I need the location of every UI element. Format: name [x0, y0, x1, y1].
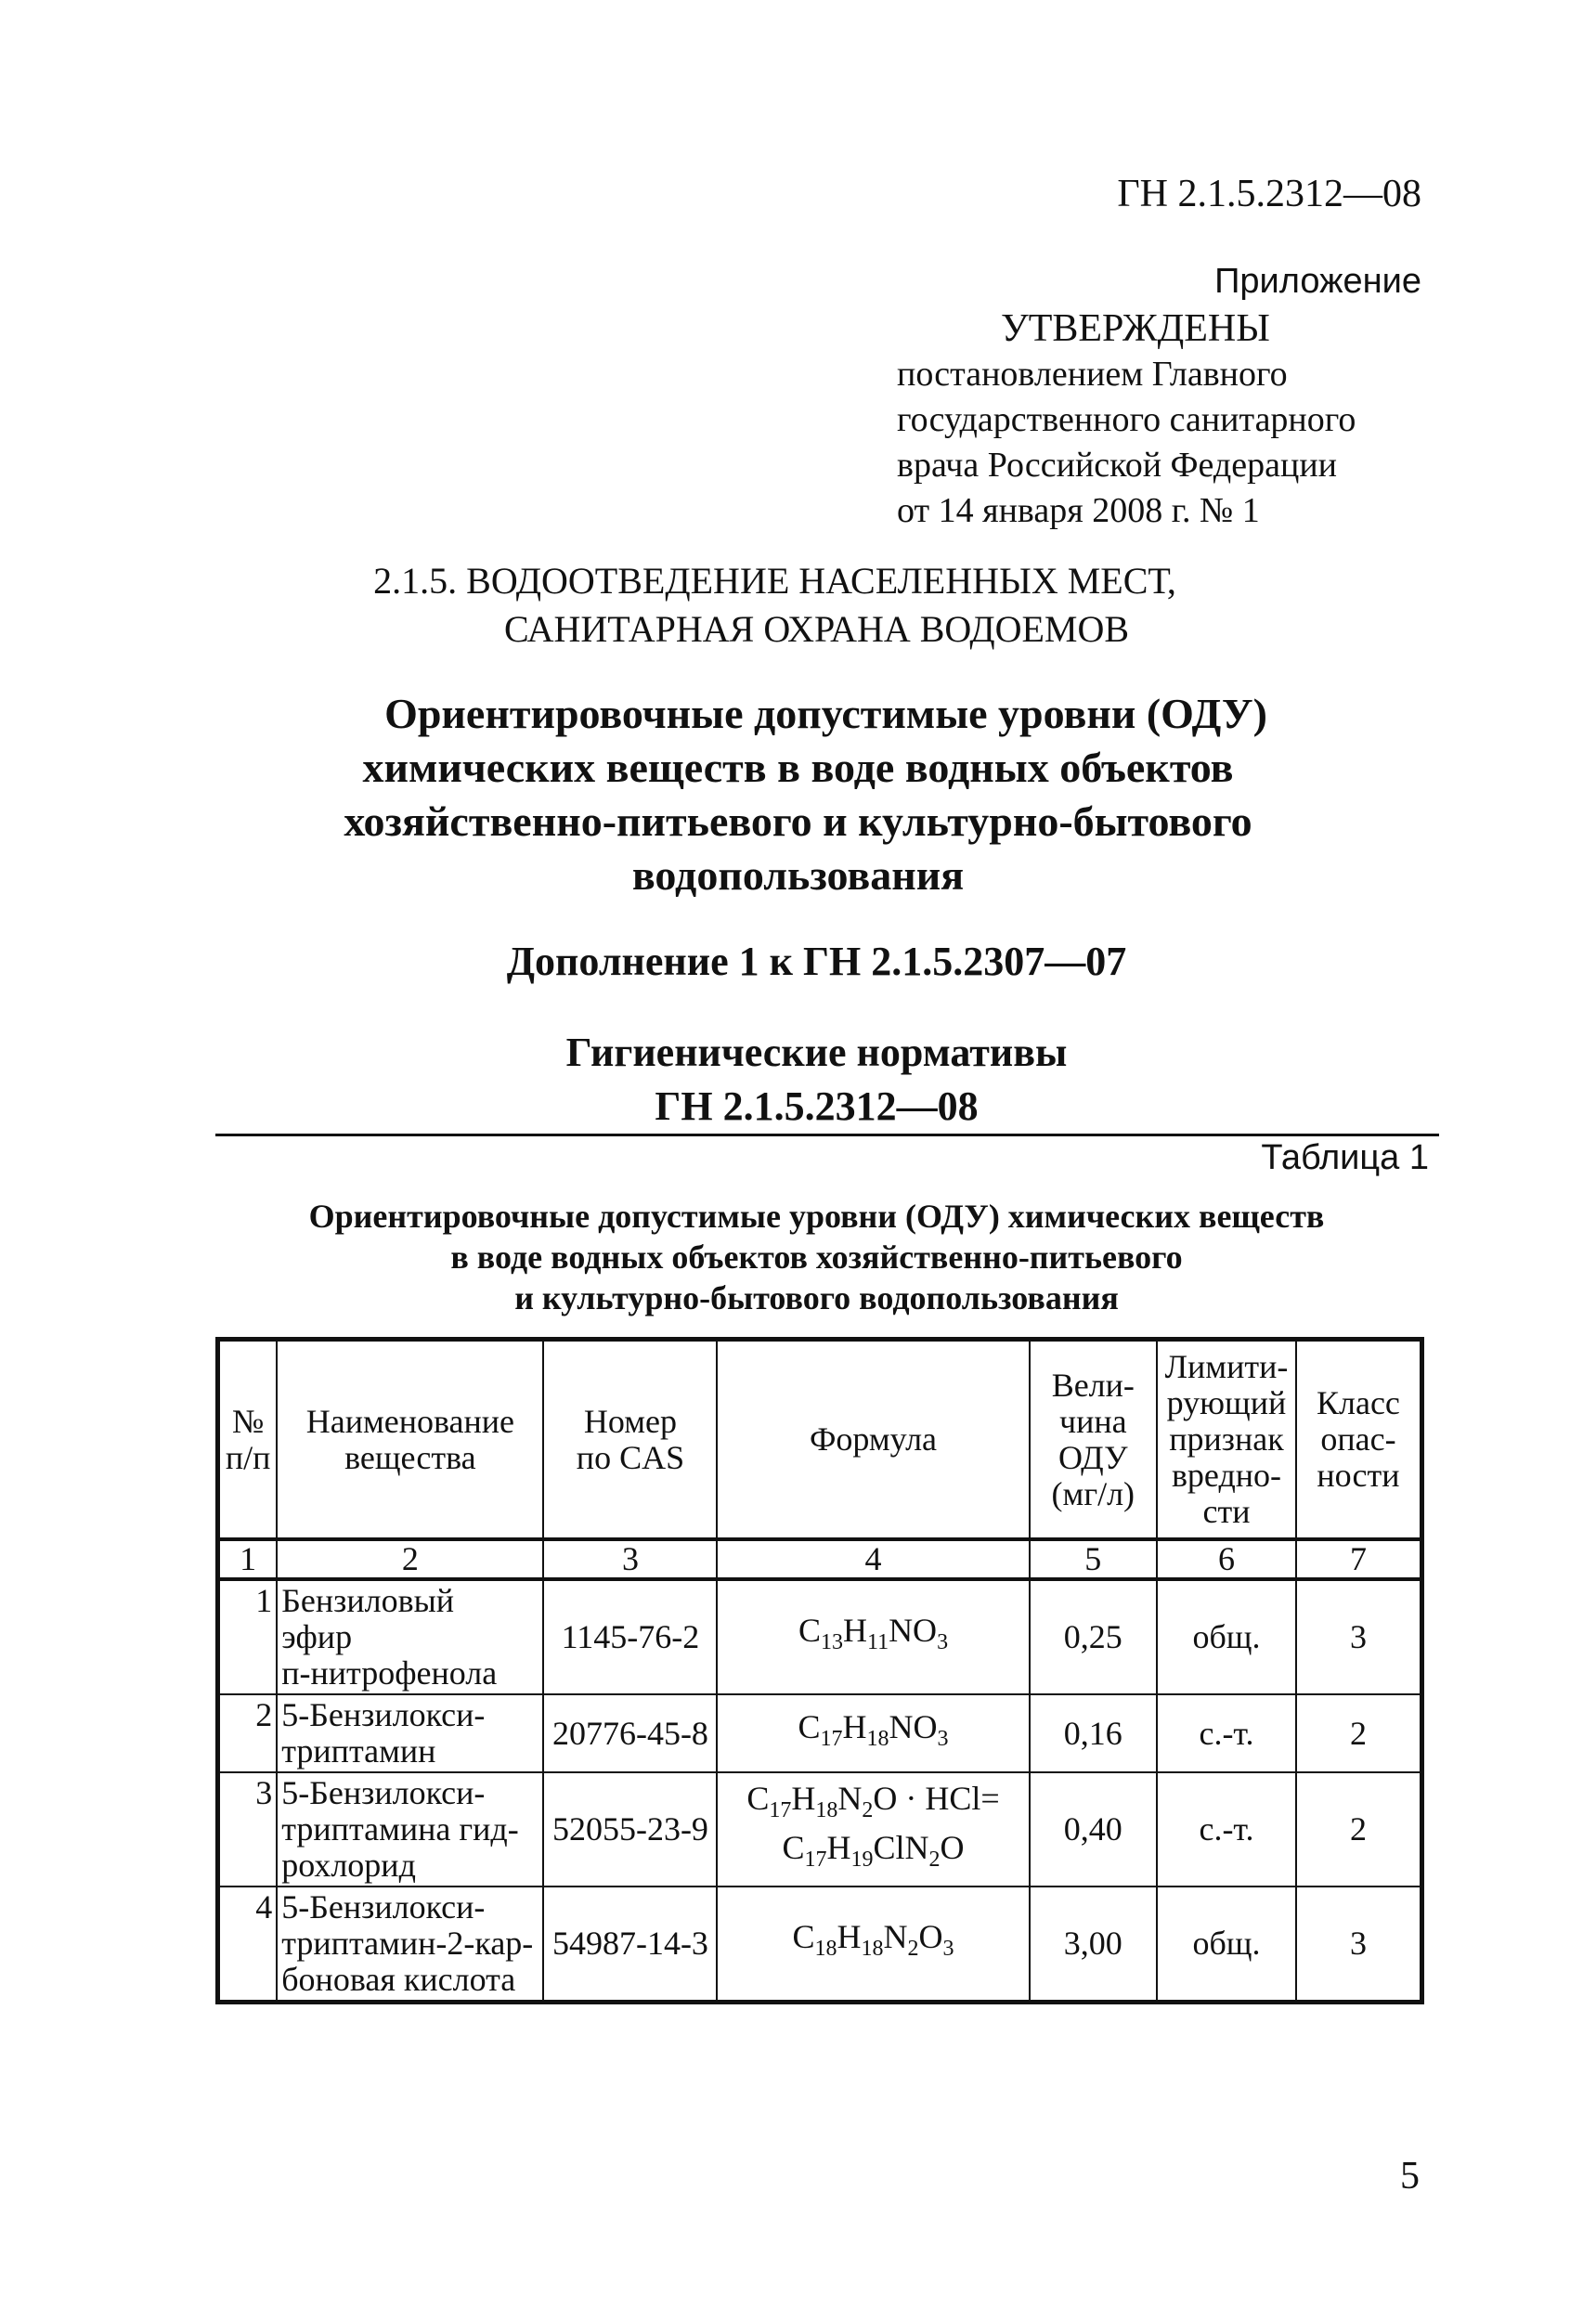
header-line: Класс [1317, 1384, 1400, 1421]
table-title-line: в воде водных объектов хозяйственно-питьевого [450, 1238, 1183, 1276]
cell-hazard-class: 3 [1296, 1887, 1422, 2003]
cell-cas-number: 1145-76-2 [543, 1579, 717, 1694]
header-line: ОДУ [1058, 1438, 1128, 1476]
cell-odu-value: 0,40 [1030, 1772, 1157, 1887]
name-line: эфир [281, 1618, 353, 1655]
header-line: Наименование [305, 1402, 514, 1440]
formula-line [721, 1830, 1024, 1878]
header-line: признак [1169, 1420, 1284, 1458]
name-line: Бензиловый [281, 1582, 455, 1619]
column-number-row [218, 1539, 1422, 1579]
name-line: триптамин [281, 1732, 436, 1770]
header-cell-limit [1157, 1340, 1296, 1540]
formula-subscript: 18 [815, 1798, 838, 1823]
formula-subscript: 13 [820, 1630, 843, 1655]
appendix-label: Приложение [1214, 262, 1421, 301]
title-line: хозяйственно-питьевого и культурно-бытового [344, 797, 1252, 845]
column-number: 2 [277, 1539, 543, 1579]
cell-hazard-class: 2 [1296, 1772, 1422, 1887]
formula-line [721, 1613, 1024, 1661]
formula-element: O [918, 1918, 943, 1956]
column-number: 7 [1296, 1539, 1422, 1579]
formula-subscript: 18 [861, 1937, 884, 1962]
cell-limiting-sign: с.-т. [1157, 1772, 1296, 1887]
cell-cas-number: 20776-45-8 [543, 1694, 717, 1772]
substances-table [215, 1337, 1424, 2004]
table-header-row [218, 1340, 1422, 1540]
section-line: 2.1.5. ВОДООТВЕДЕНИЕ НАСЕЛЕННЫХ МЕСТ, [373, 560, 1176, 602]
header-line: Вели- [1051, 1366, 1135, 1404]
header-line: рующий [1166, 1384, 1287, 1421]
name-line: 5-Бензилокси- [281, 1888, 486, 1925]
document-code: ГН 2.1.5.2312—08 [1117, 173, 1421, 215]
page-number: 5 [1400, 2155, 1420, 2198]
header-line: (мг/л) [1051, 1474, 1135, 1512]
formula-element: C [746, 1780, 770, 1818]
document-title [0, 687, 1596, 902]
title-line: водопользования [631, 851, 965, 899]
cell-substance-name [277, 1887, 543, 2003]
horizontal-rule [215, 1134, 1439, 1136]
formula-subscript: 19 [850, 1847, 874, 1872]
formula-subscript: 11 [866, 1630, 889, 1655]
table-row [218, 1887, 1422, 2003]
header-cell-formula [717, 1340, 1029, 1540]
cell-formula [717, 1887, 1029, 2003]
header-line: п/п [225, 1438, 271, 1476]
cell-formula [717, 1579, 1029, 1694]
name-line: п-нитрофенола [281, 1654, 498, 1692]
formula-element: H [842, 1707, 867, 1745]
title-line: химических веществ в воде водных объектов [362, 744, 1234, 791]
cell-odu-value: 3,00 [1030, 1887, 1157, 2003]
formula-element: N [883, 1918, 908, 1956]
header-line: вещества [344, 1438, 476, 1476]
formula-line [721, 1781, 1024, 1829]
formula-subscript: 2 [907, 1937, 919, 1962]
table-row [218, 1772, 1422, 1887]
table-row [218, 1579, 1422, 1694]
norms-title [0, 1026, 1596, 1134]
cell-row-number: 1 [218, 1579, 278, 1694]
header-line: вредно- [1171, 1457, 1282, 1494]
column-number: 1 [218, 1539, 278, 1579]
name-line: триптамина гид- [281, 1810, 519, 1848]
formula-element: NO [889, 1707, 938, 1745]
formula-subscript: 3 [942, 1937, 954, 1962]
table-title-line: Ориентировочные допустимые уровни (ОДУ) химических веществ [308, 1198, 1325, 1235]
cell-odu-value: 0,16 [1030, 1694, 1157, 1772]
formula-subscript: 18 [866, 1727, 889, 1752]
approval-line: врача Российской Федерации [897, 446, 1337, 485]
formula-element: C [792, 1918, 815, 1956]
cell-hazard-class: 2 [1296, 1694, 1422, 1772]
formula-element: C [798, 1707, 821, 1745]
cell-row-number: 3 [218, 1772, 278, 1887]
formula-element: H [791, 1780, 816, 1818]
table-title-line: и культурно-бытового водопользования [514, 1279, 1119, 1316]
header-cell-no [218, 1340, 278, 1540]
title-line: Ориентировочные допустимые уровни (ОДУ) [384, 690, 1267, 737]
cell-substance-name [277, 1694, 543, 1772]
name-line: рохлорид [281, 1847, 416, 1884]
cell-row-number: 2 [218, 1694, 278, 1772]
cell-substance-name [277, 1579, 543, 1694]
cell-hazard-class: 3 [1296, 1579, 1422, 1694]
formula-element: NO [889, 1612, 938, 1650]
header-cell-value [1030, 1340, 1157, 1540]
formula-element: H [826, 1828, 851, 1866]
cell-formula [717, 1772, 1029, 1887]
table-row [218, 1694, 1422, 1772]
formula-element: C [798, 1612, 821, 1650]
table-label: Таблица 1 [1261, 1138, 1429, 1177]
norms-line: ГН 2.1.5.2312—08 [655, 1083, 979, 1129]
approval-block [897, 306, 1454, 534]
header-cell-cas [543, 1340, 717, 1540]
header-line: сти [1202, 1493, 1251, 1530]
header-line: Номер [583, 1402, 677, 1440]
cell-row-number: 4 [218, 1887, 278, 2003]
column-number: 6 [1157, 1539, 1296, 1579]
formula-subscript: 2 [862, 1798, 874, 1823]
cell-limiting-sign: общ. [1157, 1579, 1296, 1694]
header-line: чина [1058, 1402, 1127, 1440]
header-cell-name [277, 1340, 543, 1540]
formula-element: O [940, 1828, 965, 1866]
formula-element: H [837, 1918, 862, 1956]
header-line: по CAS [576, 1438, 685, 1476]
formula-element: O · HCl= [873, 1780, 1000, 1818]
formula-subscript: 18 [814, 1937, 837, 1962]
formula-subscript: 3 [937, 1630, 949, 1655]
cell-limiting-sign: с.-т. [1157, 1694, 1296, 1772]
header-line: Формула [809, 1420, 938, 1458]
section-heading [0, 557, 1596, 654]
formula-element: ClN [873, 1828, 929, 1866]
cell-odu-value: 0,25 [1030, 1579, 1157, 1694]
header-line: ности [1317, 1457, 1400, 1494]
name-line: триптамин-2-кар- [281, 1925, 534, 1962]
column-number: 5 [1030, 1539, 1157, 1579]
formula-subscript: 3 [937, 1727, 949, 1752]
formula-element: H [842, 1612, 867, 1650]
column-number: 4 [717, 1539, 1029, 1579]
formula-line [721, 1709, 1024, 1757]
norms-line: Гигиенические нормативы [565, 1030, 1068, 1075]
cell-limiting-sign: общ. [1157, 1887, 1296, 2003]
cell-formula [717, 1694, 1029, 1772]
header-cell-hazard [1296, 1340, 1422, 1540]
formula-subscript: 17 [804, 1847, 827, 1872]
approval-line: постановлением Главного [897, 355, 1288, 394]
header-line: опас- [1320, 1420, 1396, 1458]
name-line: 5-Бензилокси- [281, 1696, 486, 1733]
cell-cas-number: 52055-23-9 [543, 1772, 717, 1887]
supplement-title: Дополнение 1 к ГН 2.1.5.2307—07 [506, 939, 1127, 984]
approved-heading: УТВЕРЖДЕНЫ [1001, 307, 1270, 350]
header-line: № [231, 1402, 265, 1440]
cell-substance-name [277, 1772, 543, 1887]
name-line: 5-Бензилокси- [281, 1774, 486, 1811]
approval-line: от 14 января 2008 г. № 1 [897, 491, 1260, 530]
table-title [0, 1196, 1596, 1318]
header-line: Лимити- [1164, 1348, 1289, 1385]
formula-element: C [782, 1828, 805, 1866]
approval-line: государственного санитарного [897, 400, 1356, 439]
formula-subscript: 17 [820, 1727, 843, 1752]
section-line: САНИТАРНАЯ ОХРАНА ВОДОЕМОВ [503, 608, 1130, 650]
cell-cas-number: 54987-14-3 [543, 1887, 717, 2003]
formula-subscript: 2 [928, 1847, 941, 1872]
formula-subscript: 17 [769, 1798, 792, 1823]
formula-element: N [837, 1780, 863, 1818]
column-number: 3 [543, 1539, 717, 1579]
formula-line [721, 1919, 1024, 1967]
name-line: боновая кислота [281, 1961, 516, 1998]
